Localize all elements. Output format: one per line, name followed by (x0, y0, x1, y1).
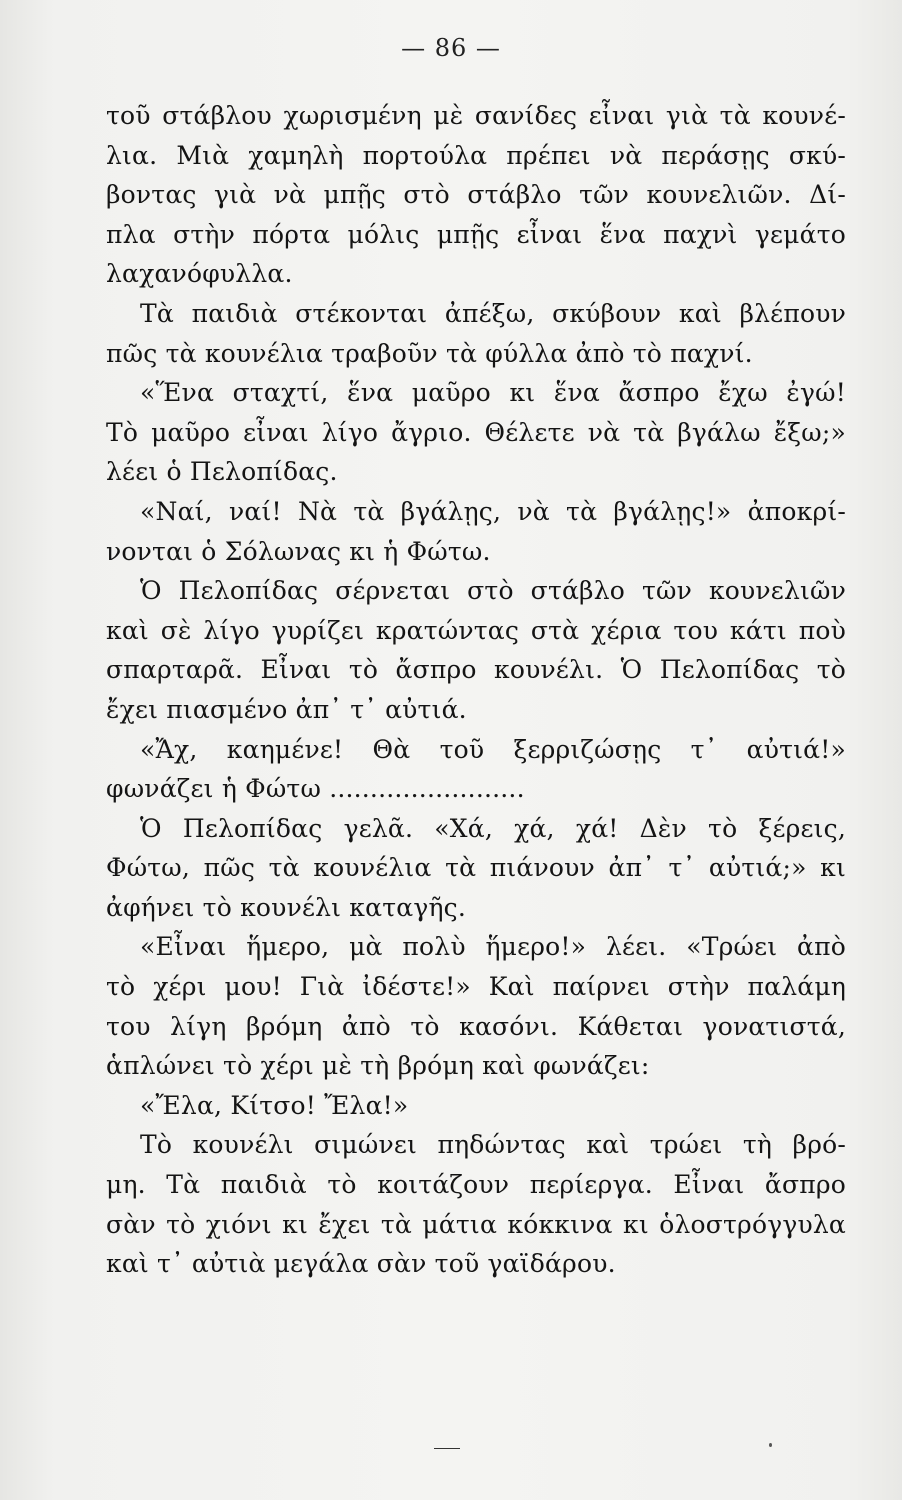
text-line: «Ναί, ναί! Νὰ τὰ βγάλῃς, νὰ τὰ βγάλῃς!» ἀποκρί- (140, 496, 846, 526)
text-line: ἁπλώνει τὸ χέρι μὲ τὴ βρόμη καὶ φωνάζει: (106, 1051, 650, 1081)
text-line: λέει ὁ Πελοπίδας. (106, 457, 338, 487)
text-line: ἔχει πιασμένο ἀπ᾿ τ᾿ αὐτιά. (106, 694, 467, 724)
text-line: καὶ τ᾿ αὐτιὰ μεγάλα σὰν τοῦ γαϊδάρου. (106, 1249, 616, 1279)
text-line: φωνάζει ἡ Φώτω ........................ (106, 774, 525, 804)
page-number: — 86 — (401, 34, 501, 62)
text-line: λαχανόφυλλα. (106, 259, 293, 289)
text-line: Τὸ κουνέλι σιμώνει πηδώντας καὶ τρώει τὴ βρό- (140, 1130, 846, 1160)
text-line: ἀφήνει τὸ κουνέλι καταγῆς. (106, 892, 466, 922)
text-line: «Εἶναι ἥμερο, μὰ πολὺ ἥμερο!» λέει. «Τρώει ἀπὸ (140, 932, 846, 962)
text-line: τὸ χέρι μου! Γιὰ ἰδέστε!» Καὶ παίρνει στὴν παλάμη (106, 972, 846, 1002)
body-text (106, 96, 846, 1284)
text-line: σὰν τὸ χιόνι κι ἔχει τὰ μάτια κόκκινα κι ὁλοστρόγγυλα (106, 1209, 846, 1239)
text-line: πλα στὴν πόρτα μόλις μπῇς εἶναι ἕνα παχνὶ γεμάτο (106, 219, 846, 249)
text-line: «Ἄχ, καημένε! Θὰ τοῦ ξερριζώσῃς τ᾿ αὐτιά!» (140, 734, 846, 764)
paper-speck (769, 1443, 772, 1447)
text-line: σπαρταρᾶ. Εἶναι τὸ ἄσπρο κουνέλι. Ὁ Πελοπίδας τὸ (106, 655, 846, 685)
text-line: Φώτω, πῶς τὰ κουνέλια τὰ πιάνουν ἀπ᾿ τ᾿ αὐτιά;» κι (106, 853, 846, 883)
text-line: μη. Τὰ παιδιὰ τὸ κοιτάζουν περίεργα. Εἶναι ἄσπρο (106, 1170, 846, 1200)
text-line: «Ἕνα σταχτί, ἕνα μαῦρο κι ἕνα ἄσπρο ἔχω ἐγώ! (140, 378, 846, 408)
text-line: Τὸ μαῦρο εἶναι λίγο ἄγριο. Θέλετε νὰ τὰ βγάλω ἔξω;» (106, 417, 846, 447)
text-line: λια. Μιὰ χαμηλὴ πορτούλα πρέπει νὰ περάσῃς σκύ- (106, 140, 846, 170)
text-line: Τὰ παιδιὰ στέκονται ἀπέξω, σκύβουν καὶ βλέπουν (140, 298, 846, 328)
text-line: Ὁ Πελοπίδας γελᾶ. «Χά, χά, χά! Δὲν τὸ ξέρεις, (140, 813, 846, 843)
text-line: «Ἔλα, Κίτσο! Ἔλα!» (140, 1090, 409, 1120)
text-line: βοντας γιὰ νὰ μπῇς στὸ στάβλο τῶν κουνελιῶν. Δί- (106, 180, 846, 210)
text-line: τοῦ στάβλου χωρισμένη μὲ σανίδες εἶναι γιὰ τὰ κουνέ- (106, 101, 846, 130)
section-end-rule (434, 1448, 460, 1449)
text-line: του λίγη βρόμη ἀπὸ τὸ κασόνι. Κάθεται γονατιστά, (106, 1011, 846, 1041)
text-line: Ὁ Πελοπίδας σέρνεται στὸ στάβλο τῶν κουνελιῶν (140, 576, 846, 606)
text-line: πῶς τὰ κουνέλια τραβοῦν τὰ φύλλα ἀπὸ τὸ παχνί. (106, 338, 753, 368)
text-line: καὶ σὲ λίγο γυρίζει κρατώντας στὰ χέρια του κάτι ποὺ (106, 615, 846, 645)
text-line: νονται ὁ Σόλωνας κι ἡ Φώτω. (106, 536, 491, 566)
